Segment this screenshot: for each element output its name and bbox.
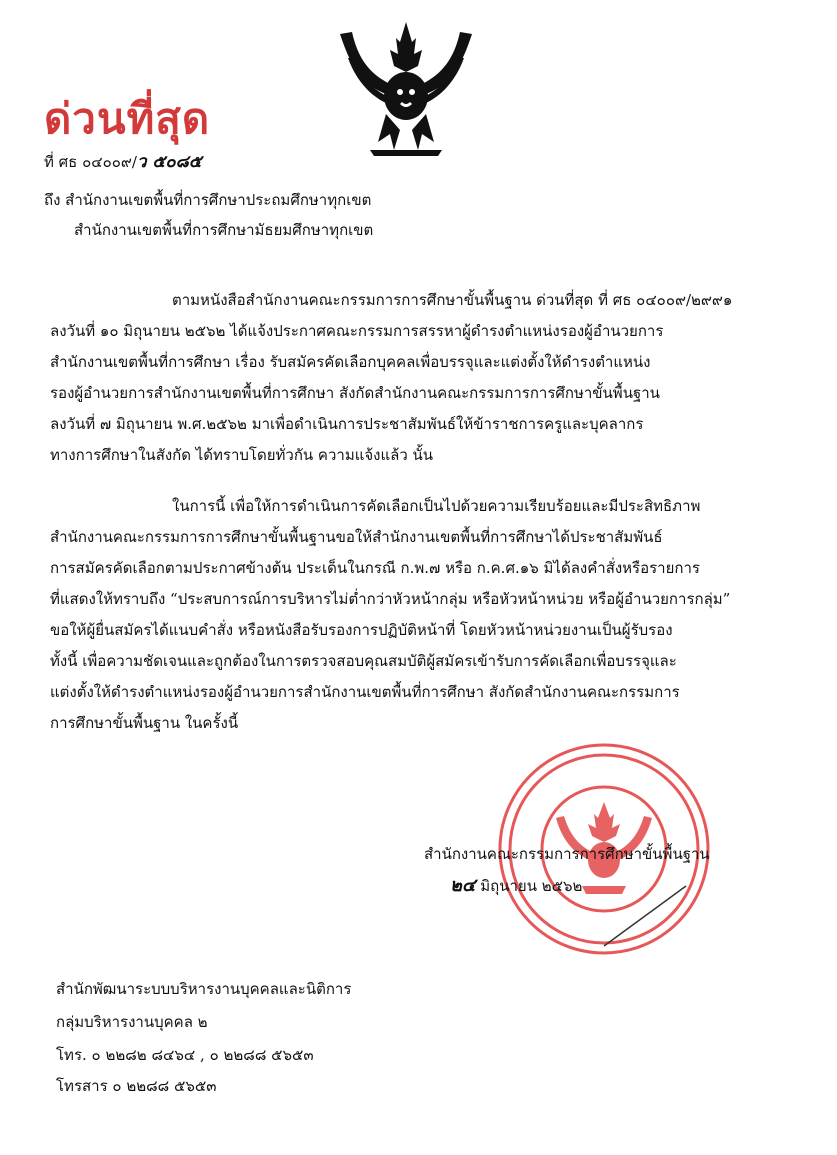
garuda-emblem-icon (330, 14, 482, 164)
document-number-prefix: ที่ ศธ ๐๔๐๐๙/ (44, 153, 137, 171)
footer-office: สำนักพัฒนาระบบบริหารงานบุคคลและนิติการ (56, 980, 352, 998)
footer-group: กลุ่มบริหารงานบุคคล ๒ (56, 1013, 208, 1031)
signature-date-month-year: มิถุนายน ๒๕๖๒ (480, 877, 583, 895)
signature-date (450, 870, 582, 899)
recipient-line-1: ถึง สำนักงานเขตพื้นที่การศึกษาประถมศึกษาทุกเขต (44, 191, 372, 209)
footer-phone: โทร. ๐ ๒๒๘๒ ๘๔๖๔ , ๐ ๒๒๘๘ ๕๖๕๓ (56, 1046, 314, 1064)
signature-date-day: ๒๔ (450, 875, 476, 896)
paragraph-line: การศึกษาขั้นพื้นฐาน ในครั้งนี้ (50, 714, 239, 732)
paragraph-line: ทั้งนี้ เพื่อความชัดเจนและถูกต้องในการตรวจสอบคุณสมบัติผู้สมัครเข้ารับการคัดเลือกเพื่อบรรจุและ (50, 652, 677, 670)
document-number-handwritten: ว ๕๐๘๕ (136, 152, 202, 172)
paragraph-line: ในการนี้ เพื่อให้การดำเนินการคัดเลือกเป็นไปด้วยความเรียบร้อยและมีประสิทธิภาพ (172, 497, 701, 515)
footer-fax: โทรสาร ๐ ๒๒๘๘ ๕๖๕๓ (56, 1077, 217, 1095)
paragraph-line: รองผู้อำนวยการสำนักงานเขตพื้นที่การศึกษา สังกัดสำนักงานคณะกรรมการการศึกษาขั้นพื้นฐาน (50, 384, 660, 402)
paragraph-line: ลงวันที่ ๑๐ มิถุนายน ๒๕๖๒ ได้แจ้งประกาศคณะกรรมการสรรหาผู้ดำรงตำแหน่งรองผู้อำนวยการ (50, 322, 664, 340)
urgent-label: ด่วนที่สุด (44, 94, 211, 143)
paragraph-line: สำนักงานคณะกรรมการการศึกษาขั้นพื้นฐานขอให้สำนักงานเขตพื้นที่การศึกษาได้ประชาสัมพันธ์ (50, 528, 663, 546)
paragraph-line: ลงวันที่ ๗ มิถุนายน พ.ศ.๒๕๖๒ มาเพื่อดำเนินการประชาสัมพันธ์ให้ข้าราชการครูและบุคลากร (50, 415, 644, 433)
paragraph-line: แต่งตั้งให้ดำรงตำแหน่งรองผู้อำนวยการสำนักงานเขตพื้นที่การศึกษา สังกัดสำนักงานคณะกรรมการ (50, 683, 680, 701)
paragraph-line: ตามหนังสือสำนักงานคณะกรรมการการศึกษาขั้นพื้นฐาน ด่วนที่สุด ที่ ศธ ๐๔๐๐๙/๒๙๙๑ (172, 291, 733, 309)
signature-agency: สำนักงานคณะกรรมการการศึกษาขั้นพื้นฐาน (424, 845, 710, 863)
paragraph-line: ที่แสดงให้ทราบถึง “ประสบการณ์การบริหารไม่ต่ำกว่าหัวหน้ากลุ่ม หรือหัวหน้าหน่วย หรือผู้อำนวยการกลุ่ม” (50, 590, 731, 608)
paragraph-line: ทางการศึกษาในสังกัด ได้ทราบโดยทั่วกัน ความแจ้งแล้ว นั้น (50, 446, 434, 464)
recipient-line-2: สำนักงานเขตพื้นที่การศึกษามัธยมศึกษาทุกเขต (74, 221, 374, 239)
paragraph-line: ขอให้ผู้ยื่นสมัครได้แนบคำสั่ง หรือหนังสือรับรองการปฏิบัติหน้าที่ โดยหัวหน้าหน่วยงานเป็นผู้รับรอง (50, 621, 673, 639)
body-paragraph-2 (50, 491, 795, 739)
paragraph-line: สำนักงานเขตพื้นที่การศึกษา เรื่อง รับสมัครคัดเลือกบุคคลเพื่อบรรจุและแต่งตั้งให้ดำรงตำแหน่ง (50, 353, 651, 371)
paragraph-line: การสมัครคัดเลือกตามประกาศข้างต้น ประเด็นในกรณี ก.พ.๗ หรือ ก.ค.ศ.๑๖ มิได้ลงคำสั่งหรือรายการ (50, 559, 700, 577)
document-number (44, 148, 202, 175)
body-paragraph-1 (50, 285, 795, 471)
